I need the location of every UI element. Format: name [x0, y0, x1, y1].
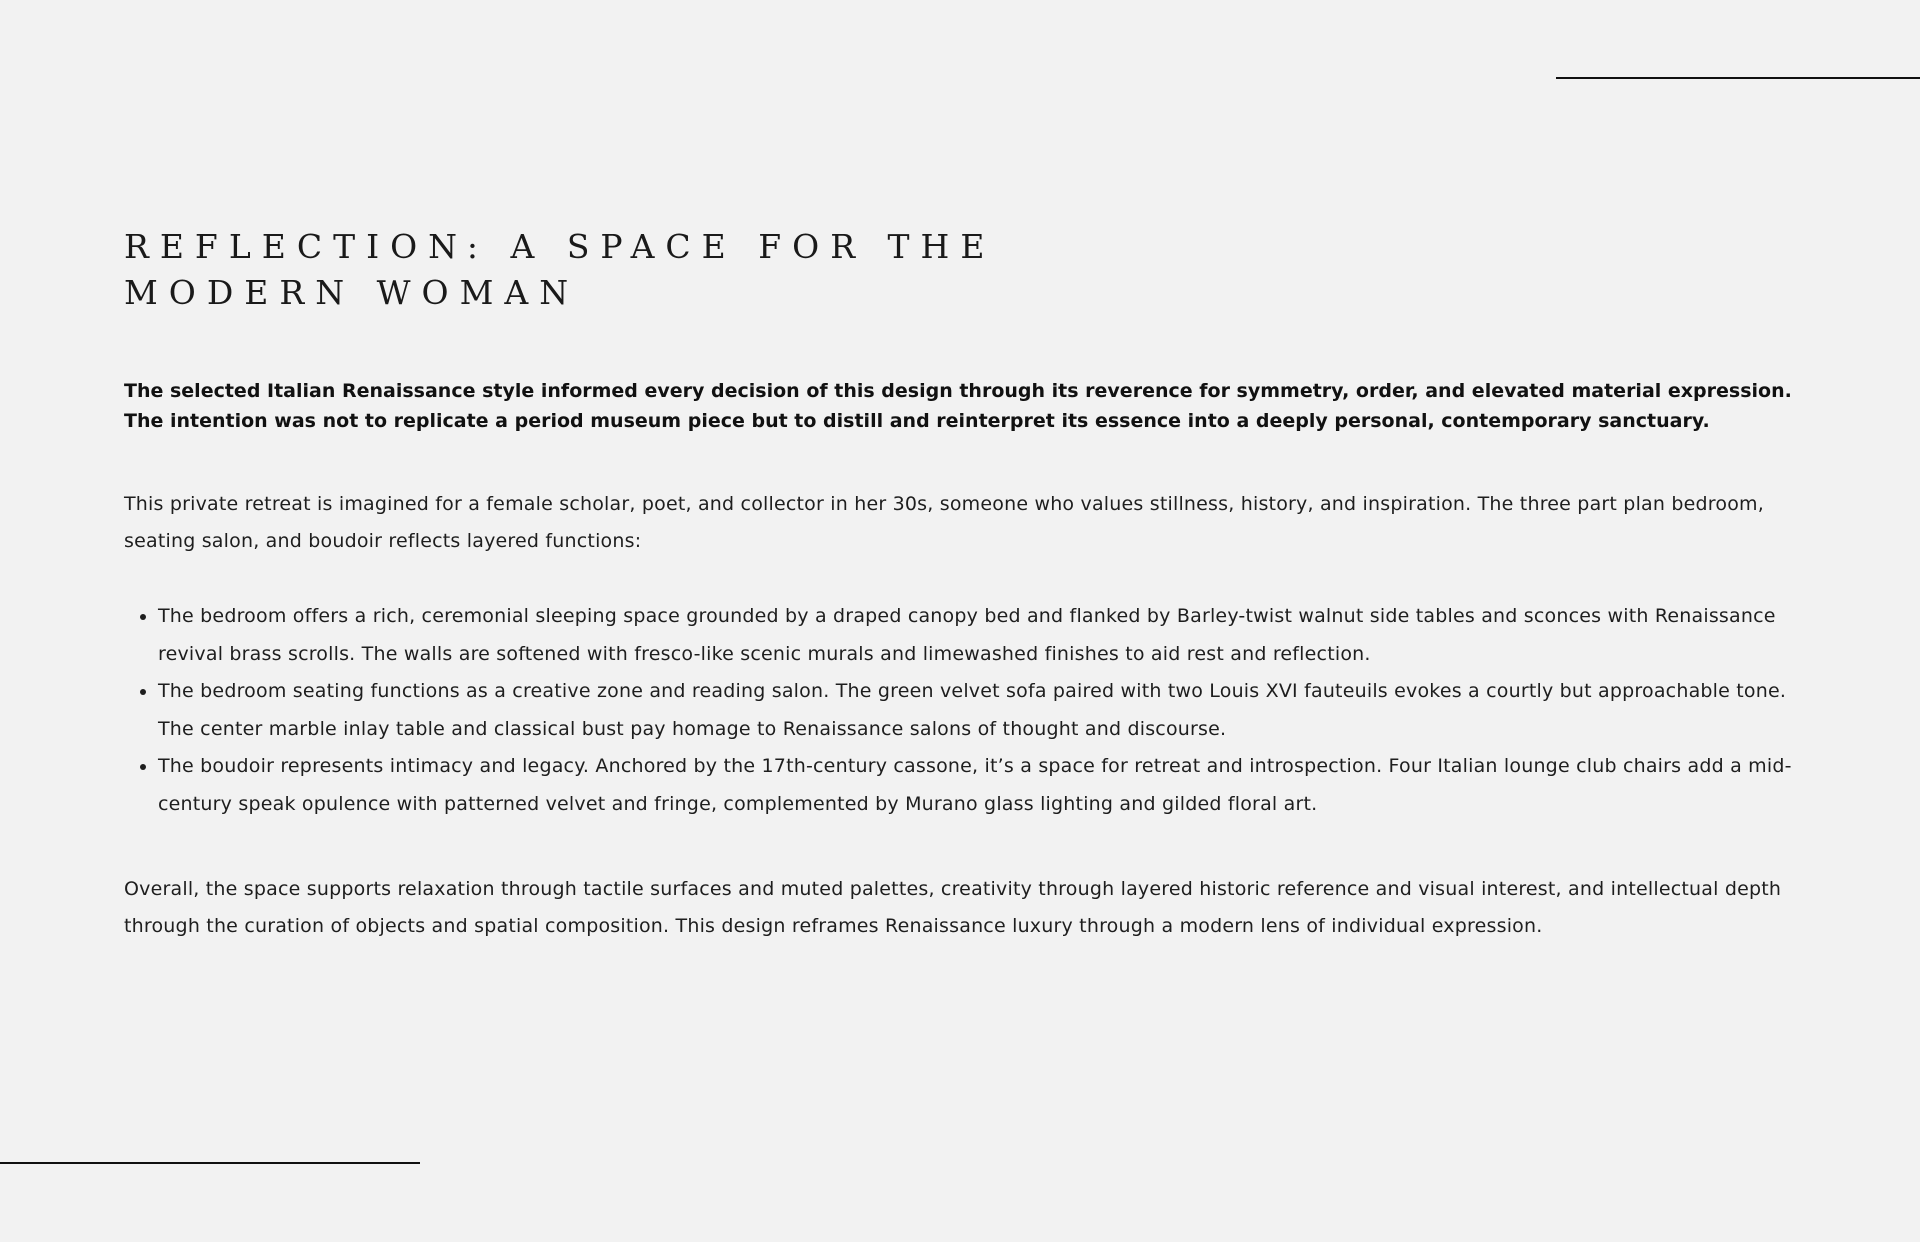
- lead-paragraph: The selected Italian Renaissance style informed every decision of this design through its reverence for symmetry, order, and elevated material expression. The intention was not to replicate a period museum piece but to distill and reinterpret its essence into a deeply personal, contemporary sanctuary.: [124, 380, 1792, 432]
- list-item: • The boudoir represents intimacy and legacy. Anchored by the 17th-century cassone, it’s a space for retreat and introspection. Four Italian lounge club chairs add a mid-century speak opulence with patterned velvet and fringe, complemented by Murano glass lighting and gilded floral art.: [158, 748, 1800, 823]
- list-item: • The bedroom offers a rich, ceremonial sleeping space grounded by a draped canopy bed and flanked by Barley-twist walnut side tables and sconces with Renaissance revival brass scrolls. The walls are softened with fresco-like scenic murals and limewashed finishes to aid rest and reflection.: [158, 598, 1800, 673]
- document-body: [124, 224, 1800, 945]
- intro-paragraph: This private retreat is imagined for a female scholar, poet, and collector in her 30s, someone who values stillness, history, and inspiration. The three part plan bedroom, seating salon, and boudoir reflects layered functions:: [124, 493, 1764, 552]
- bottom-divider-line: [0, 1162, 420, 1164]
- top-divider-line: [1556, 77, 1920, 79]
- page-title: REFLECTION: A SPACE FOR THE MODERN WOMAN: [124, 227, 996, 312]
- function-list: [124, 598, 1800, 823]
- list-item: • The bedroom seating functions as a creative zone and reading salon. The green velvet sofa paired with two Louis XVI fauteuils evokes a courtly but approachable tone. The center marble inlay table and classical bust pay homage to Renaissance salons of thought and discourse.: [158, 673, 1800, 748]
- conclusion-paragraph: Overall, the space supports relaxation through tactile surfaces and muted palettes, creativity through layered historic reference and visual interest, and intellectual depth through the curation of objects and spatial composition. This design reframes Renaissance luxury through a modern lens of individual expression.: [124, 878, 1782, 937]
